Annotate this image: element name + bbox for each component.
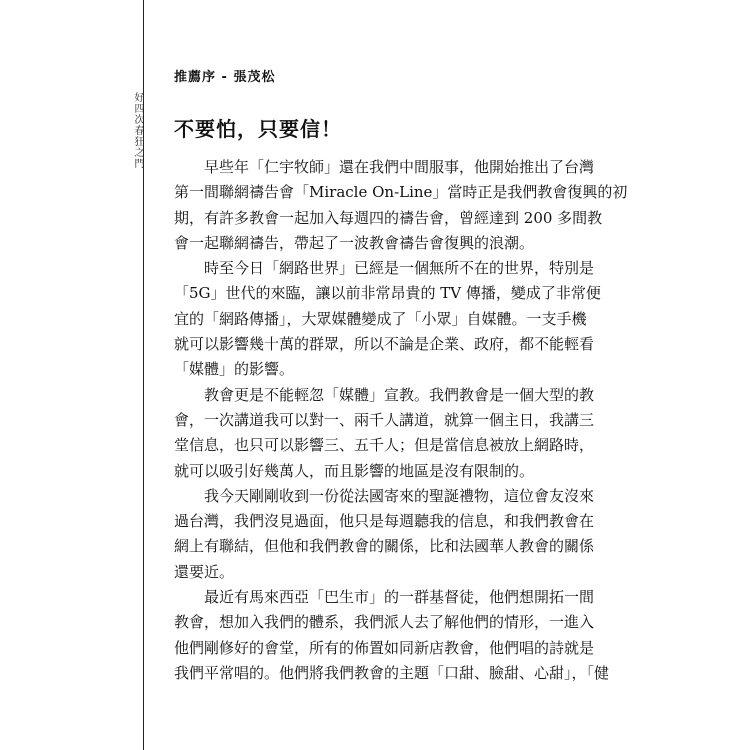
paragraph-line: 期，有許多教會一起加入每週四的禱告會，曾經達到 200 多間教: [174, 208, 603, 227]
paragraph-line: 網上有聯結，但他和我們教會的關係，比和法國華人教會的關係: [174, 537, 595, 556]
paragraph: [174, 585, 610, 686]
paragraph-line: 早些年「仁宇牧師」還在我們中間服事，他開始推出了台灣: [204, 158, 595, 176]
paragraph-line: 過台灣，我們沒見過面，他只是每週聽我的信息，和我們教會在: [174, 512, 595, 531]
paragraph-line: 還要近。: [174, 562, 235, 581]
paragraph: [174, 484, 595, 585]
paragraph-line: 就可以影響幾十萬的群眾，所以不論是企業、政府，都不能輕看: [174, 335, 595, 354]
paragraph-line: 教會更是不能輕忽「媒體」宣教。我們教會是一個大型的教: [204, 385, 595, 404]
paragraph-line: 第一間聯網禱告會「Miracle On-Line」當時正是我們教會復興的初: [174, 183, 628, 202]
paragraph-line: 「5G」世代的來臨，讓以前非常昂貴的 TV 傳播，變成了非常便: [174, 284, 601, 303]
paragraph-line: 時至今日「網路世界」已經是一個無所不在的世界，特別是: [204, 259, 595, 278]
paragraph: [174, 383, 595, 484]
paragraph-line: 就可以吸引好幾萬人，而且影響的地區是沒有限制的。: [174, 461, 535, 480]
paragraph-line: 教會，想加入我們的體系，我們派人去了解他們的情形，一進入: [174, 613, 595, 632]
chapter-title: 不要怕，只要信！: [174, 117, 342, 141]
paragraph-line: 他們剛修好的會堂，所有的佈置如同新店教會，他們唱的詩就是: [174, 638, 595, 657]
paragraph-line: 「媒體」的影響。: [174, 360, 295, 379]
paragraph-line: 我今天剛剛收到一份從法國寄來的聖誕禮物，這位會友沒來: [204, 486, 595, 505]
paragraph-line: 宜的「網路傳播」，大眾媒體變成了「小眾」自媒體。一支手機: [174, 309, 587, 328]
paragraph: [174, 155, 628, 256]
paragraph-line: 會一起聯網禱告，帶起了一波教會禱告會復興的浪潮。: [174, 233, 535, 252]
body-text: [174, 155, 628, 686]
paragraph-line: 最近有馬來西亞「巴生市」的一群基督徒，他們想開拓一間: [204, 588, 595, 607]
paragraph-line: 堂信息，也只可以影響三、五千人；但是當信息被放上網路時，: [174, 436, 595, 455]
paragraph-line: 我們平常唱的。他們將我們教會的主題「口甜、臉甜、心甜」，「健: [174, 663, 610, 682]
running-side-title: 好四次春狂之門: [132, 92, 143, 169]
paragraph-line: 會，一次講道我可以對一、兩千人講道，就算一個主日，我講三: [174, 410, 595, 429]
preface-label: 推薦序 - 張茂松: [174, 70, 276, 85]
paragraph: [174, 256, 601, 382]
